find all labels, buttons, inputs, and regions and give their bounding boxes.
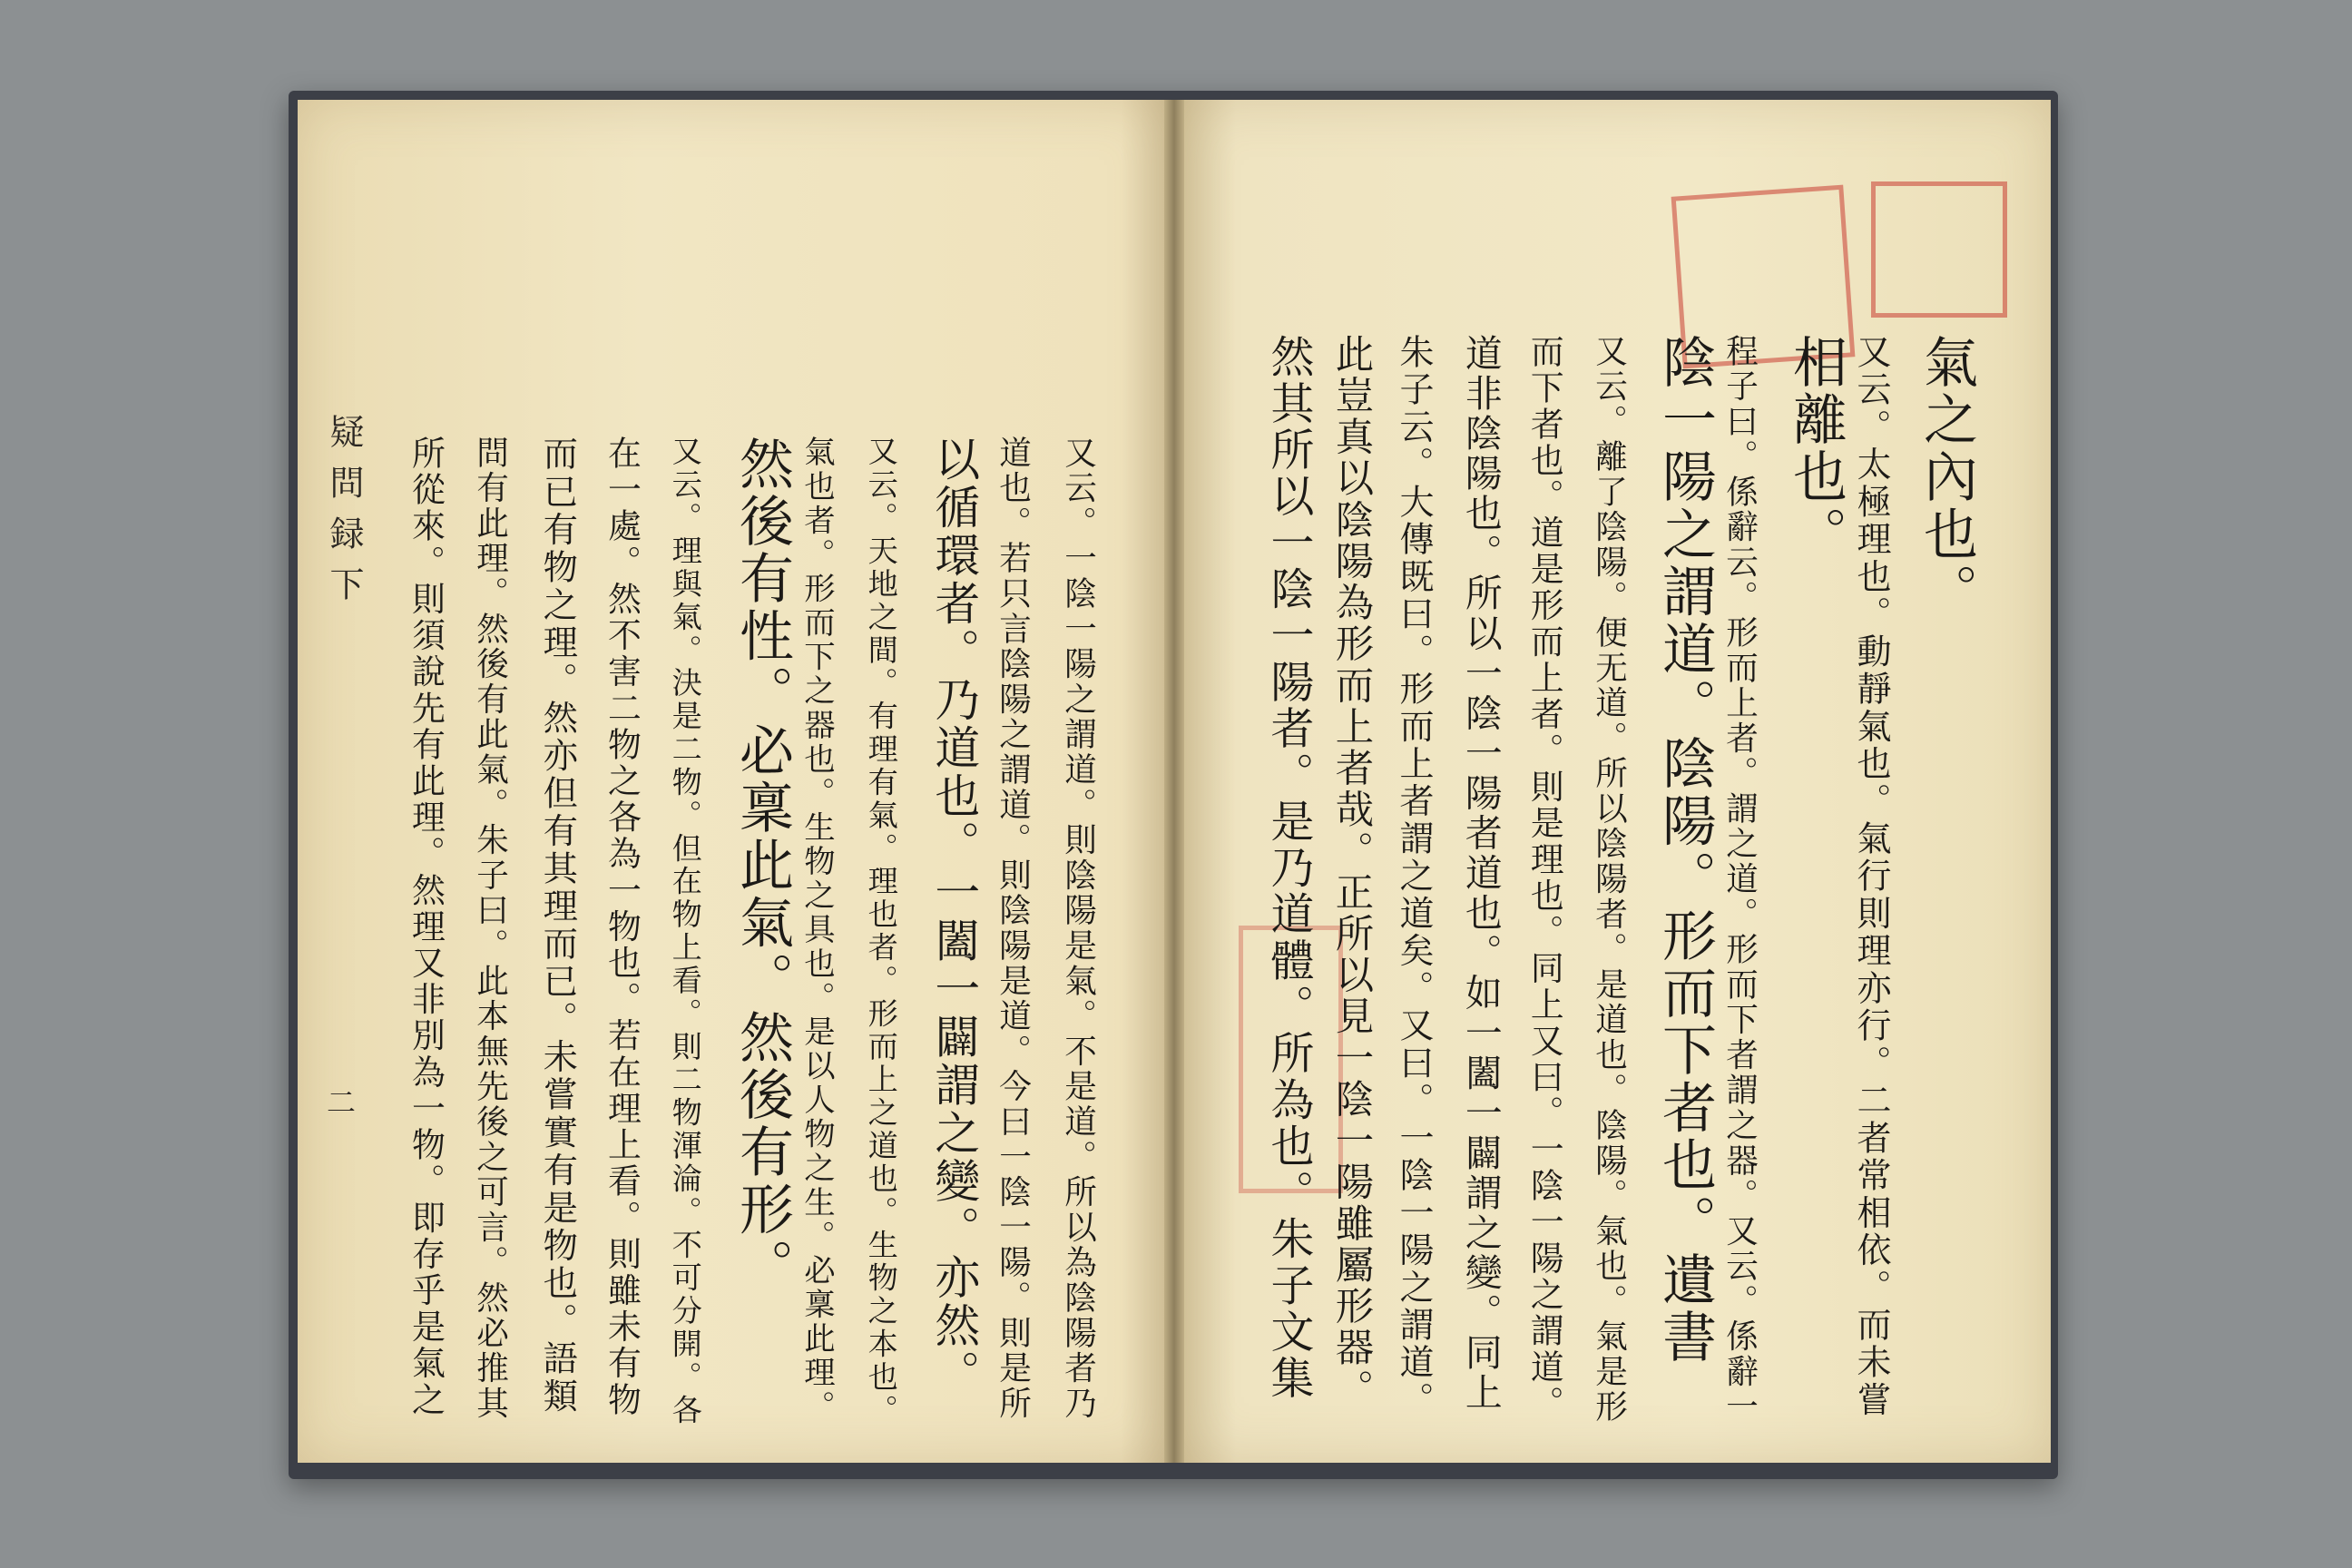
left-page-column-4: 又云。天地之間。有理有氣。理也者。形而上之道也。生物之本也。 [863,436,899,1427]
left-page-column-11: 所從來。則須說先有此理。然理又非別為一物。即存乎是氣之 [406,436,446,1418]
right-page-column-8: 道非陰陽也。所以一陰一陽者道也。如一闔一闢謂之變。同上 [1458,334,1503,1414]
right-page-column-5: 陰一陽之謂道。陰陽。形而下者也。遺書 [1653,334,1717,1367]
left-page-column-8: 在一處。然不害二物之各為一物也。若在理上看。則雖未有物 [602,436,642,1418]
volume-title: 疑問録下 [324,414,364,617]
show-through-text [1270,154,1340,203]
left-page-column-3: 以循環者。乃道也。一闔一闢謂之變。亦然。 [927,436,981,1398]
right-page-column-1: 氣之內也。 [1915,334,1978,621]
book-gutter [1164,100,1184,1463]
right-page-column-11: 然其所以一陰一陽者。是乃道體。所為也。朱子文集 [1262,334,1314,1402]
left-page-column-6: 然後有性。必稟此氣。然後有形。 [730,436,794,1296]
left-page-column-1: 又云。一陰一陽之謂道。則陰陽是氣。不是道。所以為陰陽者乃 [1059,436,1097,1422]
left-page-column-10: 問有此理。然後有此氣。朱子曰。此本無先後之可言。然必推其 [471,436,509,1422]
right-page-column-10: 此豈真以陰陽為形而上者哉。正所以見一陰一陽雖屬形器。 [1328,334,1374,1411]
left-page-column-5: 氣也者。形而下之器也。生物之具也。是以人物之生。必稟此理。 [798,436,835,1425]
left-page-column-9: 而已有物之理。然亦但有其理而已。未嘗實有是物也。語類 [536,436,578,1416]
left-page-column-2: 道也。若只言陰陽之謂道。則陰陽是道。今曰一陰一陽。則是所 [994,436,1032,1422]
right-page-column-2: 又云。太極理也。動靜氣也。氣行則理亦行。二者常相依。而未嘗 [1851,334,1892,1419]
right-page-column-6: 又云。離了陰陽。便无道。所以陰陽者。是道也。陰陽。氣也。氣是形 [1590,334,1628,1426]
right-page-column-3: 相離也。 [1784,334,1847,564]
red-seal-stamp-corner [1871,181,2007,318]
right-page-column-7: 而下者也。道是形而上者。則是理也。同上又曰。一陰一陽之謂道。 [1524,334,1564,1423]
folio-number: 二 [327,1085,357,1120]
right-page-column-9: 朱子云。大傳既曰。形而上者謂之道矣。又曰。一陰一陽之謂道。 [1394,334,1435,1419]
left-page-column-7: 又云。理與氣。決是二物。但在物上看。則二物渾淪。不可分開。各 [667,436,703,1427]
right-page-column-4: 程子曰。係辭云。形而上者。謂之道。形而下者謂之器。又云。係辭一 [1720,334,1759,1426]
